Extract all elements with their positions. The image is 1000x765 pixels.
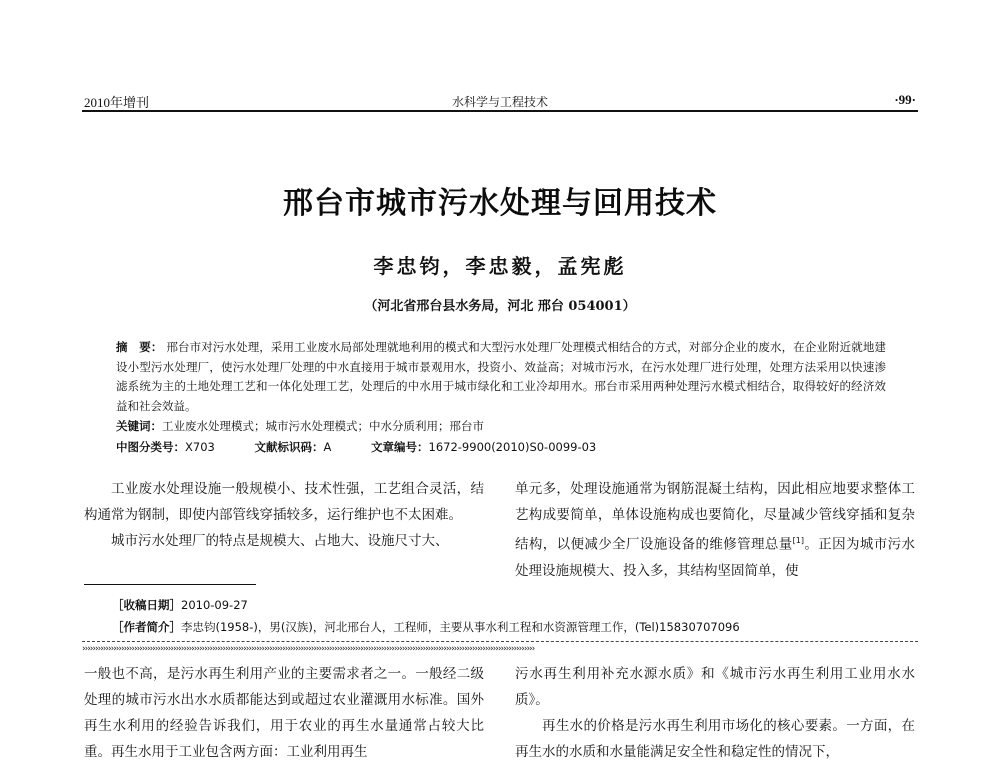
paragraph: 再生水的价格是污水再生利用市场化的核心要素。一方面，在再生水的水质和水量能满足安全性和稳定性的情况下， (515, 718, 915, 760)
clc-number: 中图分类号：X703 (116, 440, 215, 454)
abstract-label: 摘 要： (116, 340, 163, 354)
paragraph: 工业废水处理设施一般规模小、技术性强，工艺组合灵活，结构通常为钢制，即使内部管线穿插较多，运行维护也不太困难。 (84, 481, 484, 523)
body-right-column-top (515, 476, 915, 584)
footnote-author-bio: ［作者简介］李忠钧(1958-)，男(汉族)，河北邢台人，工程师，主要从事水利工程和水资源管理工作，(Tel)15830707096 (112, 620, 740, 634)
body-left-column-bottom (84, 661, 484, 765)
article-title: 邢台市城市污水处理与回用技术 (283, 186, 717, 221)
document-code: 文献标识码：A (254, 440, 332, 454)
footnote-rule (84, 584, 256, 585)
article-affiliation: （河北省邢台县水务局，河北 邢台 054001） (364, 299, 636, 314)
body-right-column-bottom (515, 661, 915, 765)
dashed-divider (82, 641, 918, 642)
abstract (116, 338, 886, 416)
article-number: 文章编号：1672-9900(2010)S0-0099-03 (371, 440, 597, 454)
arrow-divider: ›››››››››››››››››››››››››››››››››››››››››››››››››››››››››››››››››››››››››››››››››››››››››››››››››››››››››››››››››››››››››››››››››››››››››››››››››››››››››››››››››››››››››››››› (82, 645, 535, 654)
header-rule (82, 110, 918, 112)
running-header-issue: 2010年增刊 (84, 95, 150, 110)
keywords-text: 工业废水处理模式；城市污水处理模式；中水分质利用；邢台市 (162, 419, 484, 433)
body-left-column-top (84, 476, 484, 554)
running-header-journal: 水科学与工程技术 (451, 95, 548, 109)
paragraph: 城市污水处理厂的特点是规模大、占地大、设施尺寸大、 (111, 533, 449, 549)
keywords-label: 关键词： (116, 419, 162, 433)
page-number: ·99· (894, 92, 916, 107)
citation-ref: [1] (792, 536, 804, 545)
footnote-received-date: ［收稿日期］2010-09-27 (112, 598, 248, 612)
article-authors: 李忠钧，李忠毅，孟宪彪 (373, 254, 627, 278)
abstract-text: 邢台市对污水处理，采用工业废水局部处理就地利用的模式和大型污水处理厂处理模式相结合的方式，对部分企业的废水，在企业附近就地建设小型污水处理厂，使污水处理厂处理的中水直接用于城市景观用水，投资小、效益高；对城市污水，在污水处理厂进行处理，处理方法采用以快速渗滤系统为主的土地处理工艺和一体化处理工艺，处理后的中水用于城市绿化和工业冷却用水。邢台市采用两种处理污水模式相结合，取得较好的经济效益和社会效益。 (116, 340, 886, 413)
keywords (116, 418, 484, 434)
classification-line (116, 439, 632, 455)
paragraph: 单元多，处理设施通常为钢筋混凝土结构，因此相应地要求整体工艺构成要简单，单体设施构成也要简化，尽量减少管线穿插和复杂结构，以便减少全厂设施设备的维修管理总量[1]。正因为城市污水处理设施规模大、投入多，其结构坚固简单，使 (515, 481, 916, 579)
paragraph: 一般也不高，是污水再生利用产业的主要需求者之一。一般经二级处理的城市污水出水水质都能达到或超过农业灌溉用水标准。国外再生水利用的经验告诉我们，用于农业的再生水量通常占较大比重。再生水用于工业包含两方面：工业利用再生 (84, 666, 484, 760)
paragraph: 污水再生利用补充水源水质》和《城市污水再生利用工业用水水质》。 (515, 666, 915, 708)
